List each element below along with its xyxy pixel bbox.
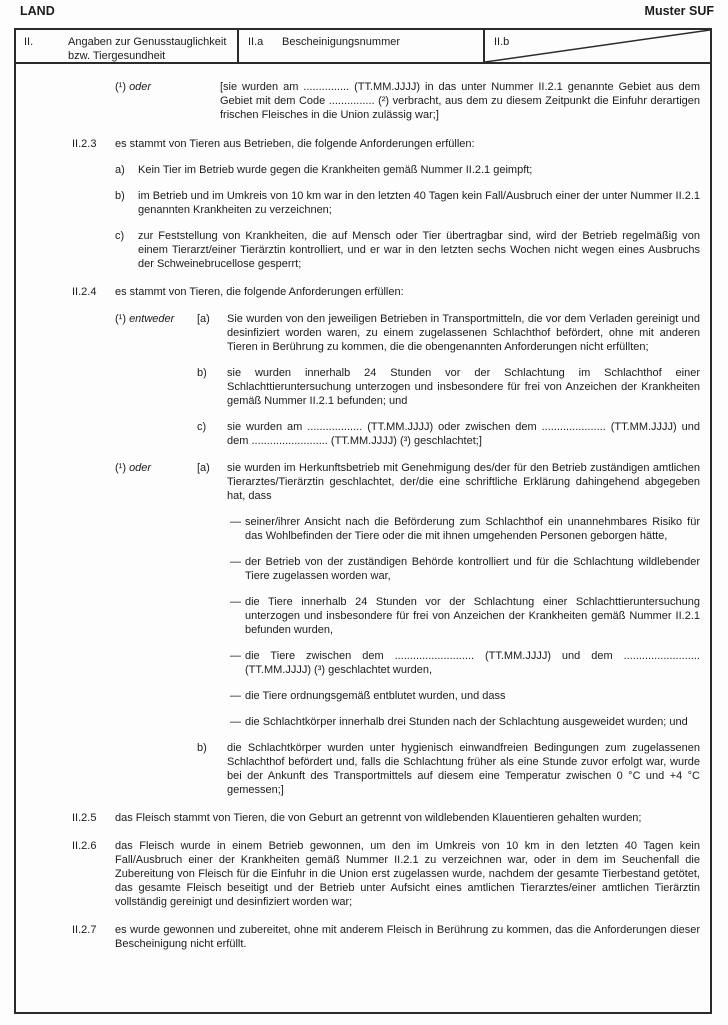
list-item-a: [a) sie wurden im Herkunftsbetrieb mit Genehmigung des/der für den Betrieb zuständigen amtlichen Tierarztes/Tierärztin geschlachtet, der/die eine schriftliche Erklärung dahingehend abgegeben hat, dass — seiner/ihrer Ansicht nach die Beförderung zum Schlachthof ein unannehmbares Risiko für das Wohlbefinden der Tiere oder die mit ihnen umgehenden Personen geborgen hätte, — der Betrieb von der zuständigen Behörde kontrolliert und für die Schlachtung wildlebender Tiere zugelassen worden war, — die Tiere innerhalb 24 Stunden vor der Schlachtung einer Schlachttieruntersuchung unterzogen und insbesondere für frei von Anzeichen der Krankheiten gemäß Nummer II.2.1 befunden wurden, — die Tiere zwischen dem .......................... (TT.MM.JJJJ) und dem ......................... (TT.MM.JJJJ) (³) geschlachtet wurden, — die Tiere ordnungsgemäß entblutet wurden, und dass — die Schlachtkörper innerhalb drei Stunden nach der Schlachtung ausgeweidet wurden; und — [197, 462, 700, 728]
list-item-b: b) sie wurden innerhalb 24 Stunden vor der Schlachtung im Schlachthof einer Schlachttieruntersuchung unterzogen und insbesondere für frei von Anzeichen der Krankheiten gemäß Nummer II.2.1 befunden; und — [197, 367, 700, 407]
iia-number: II.a — [248, 36, 264, 48]
section-number: II.2.6 — [72, 840, 97, 852]
dash-item: — die Tiere zwischen dem .......................... (TT.MM.JJJJ) und dem ......................... (TT.MM.JJJJ) (³) geschlachtet wurden, — [230, 650, 700, 676]
option-marker: (¹) oder — [115, 462, 152, 474]
section-number: II.2.4 — [72, 286, 97, 298]
list-item-c: c) sie wurden am .................. (TT.MM.JJJJ) oder zwischen dem ..................... (TT.MM.JJJJ) und dem ......................... (TT.MM.JJJJ) (³) geschlachtet;] — [197, 421, 700, 447]
table-header-row — [16, 30, 710, 64]
section-text: es wurde gewonnen und zubereitet, ohne mit anderem Fleisch in Berührung zu kommen, das die Anforderungen dieser Bescheinigung nicht erfüllt. — [115, 924, 700, 950]
dash-icon: — — [230, 650, 241, 662]
section-text: es stammt von Tieren, die folgende Anforderungen erfüllen: — [115, 286, 404, 298]
country-label: LAND — [20, 4, 55, 18]
section-ii-2-7 — [72, 923, 700, 951]
dash-item: — die Tiere innerhalb 24 Stunden vor der Schlachtung einer Schlachttieruntersuchung unterzogen und insbesondere für frei von Anzeichen der Krankheiten gemäß Nummer II.2.1 befunden wurden, — [230, 596, 700, 636]
diagonal-line-icon — [485, 30, 710, 62]
section-text: es stammt von Tieren aus Betrieben, die folgende Anforderungen erfüllen: — [115, 138, 475, 150]
header-cell-iib — [483, 30, 710, 62]
header-cell-part-ii — [16, 30, 237, 62]
option-marker: (¹) entweder — [115, 313, 175, 325]
section-ii-2-4 — [72, 285, 700, 797]
list-item-a: [a) Sie wurden von den jeweiligen Betrieben in Transportmitteln, die vor dem Verladen gereinigt und desinfiziert worden waren, zu einem zugelassenen Schlachthof befördert, ohne mit anderen Tieren in Berührung zu kommen, die die obengenannten Anforderungen nicht erfüllten; — [197, 313, 700, 353]
section-ii-2-5 — [72, 811, 700, 825]
certificate-box — [14, 28, 712, 1014]
dash-item: — die Schlachtkörper innerhalb drei Stunden nach der Schlachtung ausgeweidet wurden; und — [230, 716, 688, 728]
section-number: II.2.3 — [72, 138, 97, 150]
section-text: das Fleisch wurde in einem Betrieb gewonnen, um den im Umkreis von 10 km in den letzten 40 Tagen kein Fall/Ausbruch einer der Krankheiten gemäß Nummer II.2.1 zu verzeichnen war, oder in dem im Seuchenfall die Zubereitung von Fleisch für die Einfuhr in die Union erst zugelassen wurde, nachdem der gesamte Tierbestand getötet, das gesamte Fleisch beseitigt und der Betrieb unter Aufsicht eines amtlichen Tierarztes/einer amtlichen Tierärztin vollständig gereinigt und desinfiziert worden war; — [115, 840, 700, 908]
list-item-c: c) zur Feststellung von Krankheiten, die auf Mensch oder Tier übertragbar sind, wird der Betrieb regelmäßig von einem Tierarzt/einer Tierärztin kontrolliert, und er war in den letzten sechs Wochen nicht wegen eines Ausbruchs der Schweinebrucellose gesperrt; — [115, 230, 700, 270]
list-item-a: a) Kein Tier im Betrieb wurde gegen die Krankheiten gemäß Nummer II.2.1 geimpft; — [115, 164, 533, 176]
list-item-b: b) im Betrieb und im Umkreis von 10 km war in den letzten 40 Tagen kein Fall/Ausbruch einer der unter Nummer II.2.1 genannten Krankheiten zu verzeichnen; — [115, 190, 700, 216]
option-oder — [115, 461, 700, 797]
iia-label: Bescheinigungsnummer — [282, 36, 401, 48]
clause-text: [sie wurden am ............... (TT.MM.JJJJ) in das unter Nummer II.2.1 genannte Gebiet aus dem Gebiet mit dem Code ............... (²) verbracht, aus dem zu diesem Zeitpunkt die Einfuhr derartigen frischen Fleisches in die Union zulässig war;] — [220, 81, 700, 121]
option-marker: (¹) oder — [115, 81, 152, 93]
section-number: II.2.7 — [72, 924, 97, 936]
dash-icon: — — [230, 516, 241, 528]
page-top-bar — [20, 4, 714, 18]
model-label: Muster SUF — [644, 4, 714, 18]
section-ii-2-6 — [72, 839, 700, 909]
section-text: das Fleisch stammt von Tieren, die von Geburt an getrennt von wildlebenden Klauentieren gehalten wurden; — [115, 812, 642, 824]
dash-item: — der Betrieb von der zuständigen Behörde kontrolliert und für die Schlachtung wildlebender Tiere zugelassen worden war, — [230, 556, 700, 582]
part-ii-number: II. — [24, 36, 34, 48]
iib-number: II.b — [494, 36, 510, 48]
header-cell-iia — [237, 30, 483, 62]
dash-icon: — — [230, 690, 241, 702]
list-item-b: b) die Schlachtkörper wurden unter hygienisch einwandfreien Bedingungen zum zugelassenen Schlachthof befördert und, falls die Schlachtung früher als eine Stunde zuvor erfolgt war, wurde bei der Ankunft des Transportmittels auf diesem eine Temperatur zwischen 0 °C und +4 °C gemessen;] — [197, 742, 700, 796]
option-entweder — [115, 312, 700, 448]
dash-icon: — — [230, 596, 241, 608]
clause-intro-oder — [115, 80, 700, 122]
part-ii-label: Angaben zur Genusstauglichkeit bzw. Tiergesundheit — [68, 36, 227, 62]
dash-icon: — — [230, 556, 241, 568]
dash-item: — die Tiere ordnungsgemäß entblutet wurden, und dass — [230, 690, 506, 702]
clause-text: sie wurden im Herkunftsbetrieb mit Genehmigung des/der für den Betrieb zuständigen amtlichen Tierarztes/Tierärztin geschlachtet, der/die eine schriftliche Erklärung dahingehend abgegeben hat, dass — [227, 462, 700, 502]
section-ii-2-3 — [72, 137, 700, 271]
section-number: II.2.5 — [72, 812, 97, 824]
dash-icon: — — [230, 716, 241, 728]
certificate-body — [16, 64, 710, 951]
dash-item: — seiner/ihrer Ansicht nach die Beförderung zum Schlachthof ein unannehmbares Risiko für das Wohlbefinden der Tiere oder die mit ihnen umgehenden Personen geborgen hätte, — [230, 516, 700, 542]
